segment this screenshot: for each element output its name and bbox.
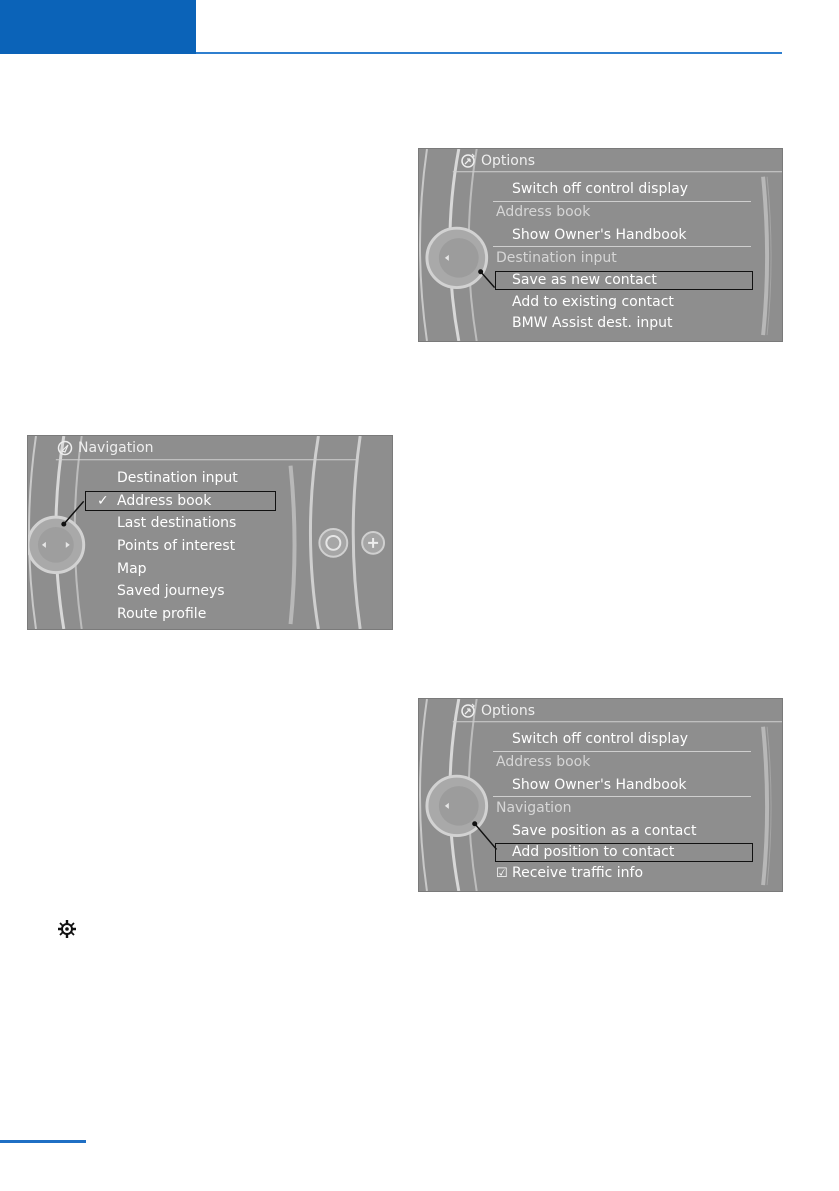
menu-item-save-position-as-contact[interactable]: Save position as a contact [512,823,697,839]
controller-symbol-icon [56,918,78,940]
menu-item-last-destinations[interactable]: Last destinations [117,515,237,531]
menu-item-receive-traffic-info[interactable] [496,862,643,884]
menu-item-show-owners-handbook[interactable]: Show Owner's Handbook [512,227,687,243]
menu-item-switch-off-display[interactable]: Switch off control display [512,181,689,197]
menu-item-add-to-existing-contact[interactable]: Add to existing contact [512,294,674,310]
menu-item-map[interactable]: Map [117,561,147,577]
menu-section-address-book: Address book [496,204,591,220]
navigation-screen [27,435,393,630]
options-screen-bottom [418,698,783,892]
header-rule [196,52,782,54]
menu-item-show-owners-handbook[interactable]: Show Owner's Handbook [512,777,687,793]
footer-rule [0,1140,86,1143]
menu-item-points-of-interest[interactable]: Points of interest [117,538,236,554]
navigation-title-bar [28,436,392,460]
navigation-title: Navigation [78,440,154,456]
options-gear-icon [459,152,477,170]
options-screen-top [418,148,783,342]
menu-item-address-book[interactable] [97,490,211,512]
menu-item-saved-journeys[interactable]: Saved journeys [117,583,225,599]
menu-section-navigation: Navigation [496,800,572,816]
menu-section-destination-input: Destination input [496,250,617,266]
menu-item-add-position-to-contact[interactable]: Add position to contact [512,844,675,860]
menu-item-label: Receive traffic info [512,865,644,881]
menu-item-save-as-new-contact[interactable]: Save as new contact [512,272,657,288]
menu-item-bmw-assist-dest-input[interactable]: BMW Assist dest. input [512,315,673,331]
checkmark-icon: ✓ [97,493,109,509]
menu-section-address-book: Address book [496,754,591,770]
checkbox-checked-icon: ☑ [496,866,508,881]
options-title: Options [481,703,536,719]
options-title-bar [419,149,782,173]
options-title: Options [481,153,536,169]
menu-item-switch-off-display[interactable]: Switch off control display [512,731,689,747]
menu-item-label: Address book [117,493,212,509]
navigation-compass-icon [56,439,74,457]
options-gear-icon [459,702,477,720]
options-title-bar [419,699,782,723]
menu-item-destination-input[interactable]: Destination input [117,470,238,486]
chapter-header-tab [0,0,196,54]
menu-item-route-profile[interactable]: Route profile [117,606,207,622]
